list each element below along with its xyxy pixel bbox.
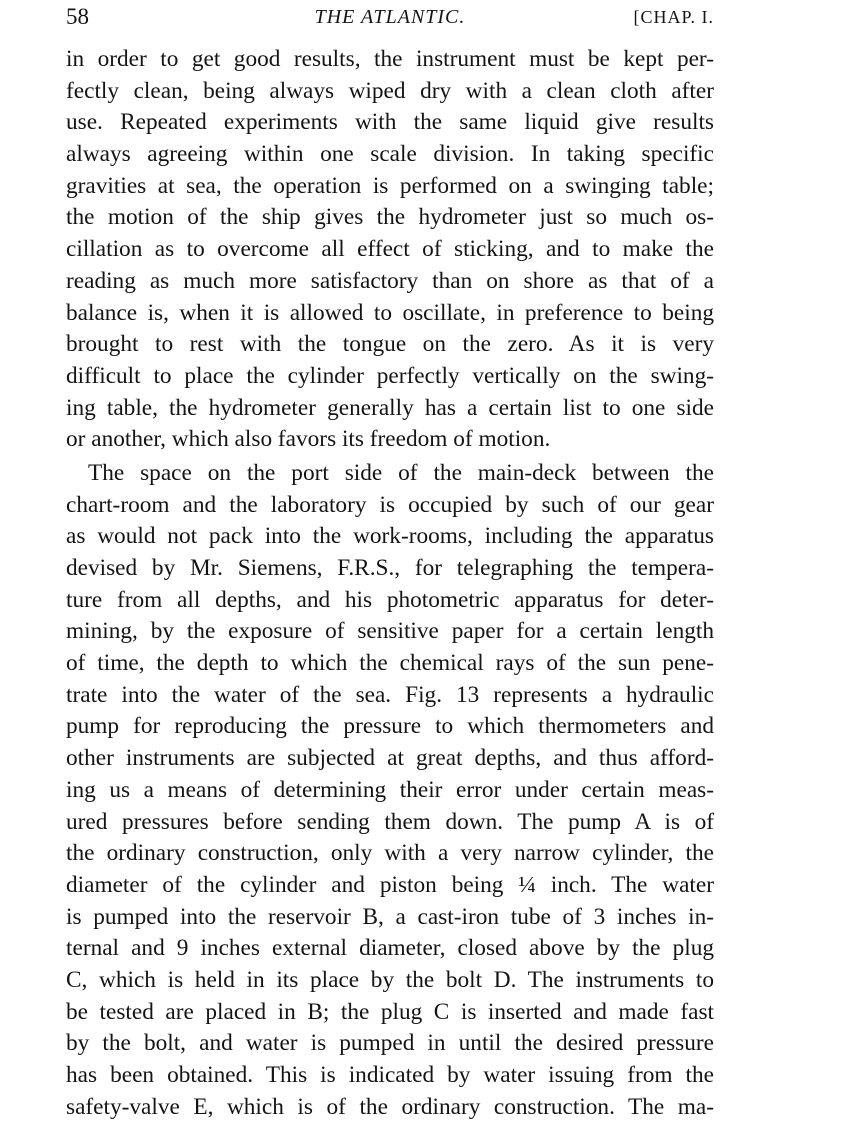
text-line: diameter of the cylinder and piston being ¼ inch. The water bbox=[66, 871, 714, 898]
text-line: in order to get good results, the instrument must be kept per- bbox=[66, 46, 714, 72]
text-line: be tested are placed in B; the plug C is inserted and made fast bbox=[66, 998, 714, 1025]
chapter-reference: [CHAP. I. bbox=[633, 7, 714, 27]
text-line: other instruments are subjected at great depths, and thus afford- bbox=[66, 745, 714, 772]
text-line: pump for reproducing the pressure to which thermometers and bbox=[66, 713, 714, 740]
text-line: or another, which also favors its freedom of motion. bbox=[66, 426, 551, 453]
text-line: use. Repeated experiments with the same liquid give results bbox=[66, 109, 714, 136]
text-line: of time, the depth to which the chemical rays of the sun pene- bbox=[66, 650, 714, 677]
text-line: the ordinary construction, only with a very narrow cylinder, the bbox=[66, 840, 714, 867]
text-line: is pumped into the reservoir B, a cast-iron tube of 3 inches in- bbox=[66, 903, 714, 930]
text-line: balance is, when it is allowed to oscillate, in preference to being bbox=[66, 299, 714, 326]
text-line: the motion of the ship gives the hydrometer just so much os- bbox=[66, 204, 714, 231]
text-line: gravities at sea, the operation is performed on a swinging table; bbox=[66, 172, 714, 199]
text-line: chart-room and the laboratory is occupied by such of our gear bbox=[66, 491, 714, 518]
page-number: 58 bbox=[66, 4, 89, 29]
text-line: ternal and 9 inches external diameter, closed above by the plug bbox=[66, 935, 714, 962]
text-line: ture from all depths, and his photometric apparatus for deter- bbox=[66, 586, 714, 613]
text-line: ing us a means of determining their error under certain meas- bbox=[66, 776, 714, 803]
text-line: brought to rest with the tongue on the zero. As it is very bbox=[66, 331, 714, 358]
paragraph-1 bbox=[66, 44, 714, 456]
text-line: mining, by the exposure of sensitive paper for a certain length bbox=[66, 618, 714, 645]
text-line: by the bolt, and water is pumped in until the desired pressure bbox=[66, 1030, 714, 1057]
running-title: THE ATLANTIC. bbox=[314, 6, 466, 28]
body-text bbox=[66, 44, 714, 1123]
text-line: ured pressures before sending them down. The pump A is of bbox=[66, 808, 714, 835]
text-line: ing table, the hydrometer generally has a certain list to one side bbox=[66, 394, 714, 421]
text-line: as would not pack into the work-rooms, including the apparatus bbox=[66, 523, 714, 550]
text-line: safety-valve E, which is of the ordinary construction. The ma- bbox=[66, 1093, 714, 1120]
text-line: cillation as to overcome all effect of sticking, and to make the bbox=[66, 236, 714, 263]
text-line: C, which is held in its place by the bolt D. The instruments to bbox=[66, 966, 714, 993]
running-head bbox=[66, 4, 714, 34]
text-line: fectly clean, being always wiped dry with a clean cloth after bbox=[66, 77, 714, 104]
text-line: trate into the water of the sea. Fig. 13 represents a hydraulic bbox=[66, 681, 714, 708]
text-line: difficult to place the cylinder perfectly vertically on the swing- bbox=[66, 362, 714, 389]
paragraph-2 bbox=[66, 458, 714, 1123]
text-line: always agreeing within one scale division. In taking specific bbox=[66, 141, 714, 168]
text-line: The space on the port side of the main-deck between the bbox=[88, 459, 714, 486]
text-line: devised by Mr. Siemens, F.R.S., for telegraphing the tempera- bbox=[66, 555, 714, 581]
text-line: reading as much more satisfactory than on shore as that of a bbox=[66, 267, 714, 294]
text-line: has been obtained. This is indicated by water issuing from the bbox=[66, 1062, 714, 1088]
